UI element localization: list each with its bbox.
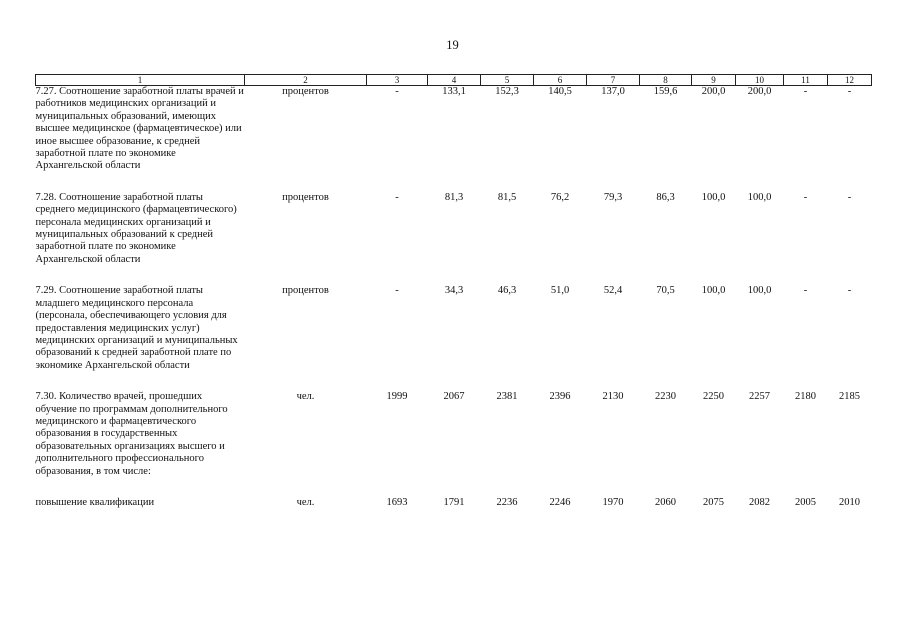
column-header-2: 2 [245, 75, 367, 86]
value-cell: 140,5 [548, 86, 572, 97]
column-header-7: 7 [587, 75, 640, 86]
value-cell: 2185 [839, 391, 860, 403]
value-cell: - [395, 285, 399, 297]
indicator-unit: процентов [282, 191, 329, 203]
value-cell: - [803, 285, 808, 297]
indicator-name: повышение квалификации [35, 496, 155, 508]
value-cell: - [803, 191, 808, 203]
value-cell: 76,2 [550, 191, 570, 203]
value-cell: 137,0 [601, 86, 625, 97]
page-number: 19 [446, 38, 459, 52]
value-cell: 34,3 [444, 285, 464, 297]
value-cell: 2067 [443, 391, 465, 403]
value-cell: 79,3 [603, 191, 623, 203]
table-row [36, 192, 872, 266]
value-cell: 200,0 [747, 86, 772, 97]
row-spacer [36, 266, 872, 285]
indicator-unit: чел. [296, 496, 315, 508]
value-cell: 133,1 [442, 86, 466, 97]
value-cell: - [847, 86, 852, 97]
column-header-3: 3 [367, 75, 428, 86]
value-cell: 100,0 [701, 191, 726, 203]
value-cell: 2230 [655, 391, 676, 403]
value-cell: 2010 [839, 496, 860, 508]
value-cell: 100,0 [747, 285, 772, 297]
value-cell: 86,3 [656, 191, 675, 203]
value-cell: 159,6 [653, 86, 678, 97]
value-cell: 2180 [795, 391, 816, 403]
value-cell: 2082 [749, 496, 770, 508]
value-cell: 152,3 [495, 86, 519, 97]
row-spacer [36, 372, 872, 391]
value-cell: 70,5 [656, 285, 675, 297]
value-cell: - [395, 86, 399, 97]
table-row [36, 86, 872, 173]
indicator-unit: процентов [282, 285, 329, 297]
table-header [36, 75, 872, 86]
column-header-12: 12 [828, 75, 872, 86]
indicator-name: 7.29. Соотношение заработной платы младшего медицинского персонала (персонала, обеспечивающего условия для предоставления медицинских услуг) медицинских организаций и муниципальных образований к средней заработной плате по экономике Архангельской области [35, 285, 238, 371]
value-cell: 200,0 [701, 86, 726, 97]
value-cell: - [395, 191, 399, 203]
value-cell: 2257 [749, 391, 770, 403]
table-row [36, 285, 872, 372]
value-cell: 81,3 [444, 191, 464, 203]
value-cell: - [847, 285, 852, 297]
indicator-name: 7.28. Соотношение заработной платы среднего медицинского (фармацевтического) персонала медицинских организаций и муниципальных образований к средней заработной плате по экономике Архангельской области [35, 191, 237, 265]
table-body [36, 86, 872, 510]
value-cell: 100,0 [747, 191, 772, 203]
column-header-6: 6 [534, 75, 587, 86]
column-header-8: 8 [640, 75, 692, 86]
value-cell: 2396 [549, 391, 571, 403]
column-header-5: 5 [481, 75, 534, 86]
indicator-unit: чел. [296, 391, 315, 403]
value-cell: 81,5 [497, 191, 517, 203]
column-header-4: 4 [428, 75, 481, 86]
indicator-name: 7.27. Соотношение заработной платы врачей и работников медицинских организаций и муниципальных образований, имеющих высшее медицинское (фармацевтическое) или иное высшее образование, к средней заработной плате по экономике Архангельской области [35, 86, 244, 172]
column-header-1: 1 [36, 75, 245, 86]
value-cell: 2060 [655, 496, 676, 508]
column-header-10: 10 [736, 75, 784, 86]
value-cell: 52,4 [603, 285, 623, 297]
value-cell: 2236 [496, 496, 518, 508]
value-cell: 100,0 [701, 285, 726, 297]
indicators-table [35, 74, 872, 509]
value-cell: 2075 [703, 496, 724, 508]
indicator-name: 7.30. Количество врачей, прошедших обучение по программам дополнительного медицинского и фармацевтического образования в государственных образовательных организациях высшего и дополнительного профессионального образования, в том числе: [35, 391, 228, 477]
column-header-11: 11 [784, 75, 828, 86]
row-spacer [36, 173, 872, 192]
value-cell: 2250 [703, 391, 724, 403]
value-cell: - [847, 191, 852, 203]
value-cell: 46,3 [497, 285, 517, 297]
value-cell: 2381 [496, 391, 518, 403]
value-cell: 1999 [386, 391, 408, 403]
value-cell: 1791 [443, 496, 465, 508]
value-cell: 51,0 [550, 285, 570, 297]
column-header-9: 9 [692, 75, 736, 86]
indicator-unit: процентов [282, 86, 329, 97]
value-cell: 1970 [602, 496, 624, 508]
table-row [36, 391, 872, 478]
value-cell: 2130 [602, 391, 624, 403]
value-cell: 2246 [549, 496, 571, 508]
value-cell: 2005 [795, 496, 816, 508]
table-row [36, 497, 872, 509]
row-spacer [36, 478, 872, 497]
value-cell: 1693 [386, 496, 408, 508]
value-cell: - [803, 86, 808, 97]
column-number-row [36, 75, 872, 86]
